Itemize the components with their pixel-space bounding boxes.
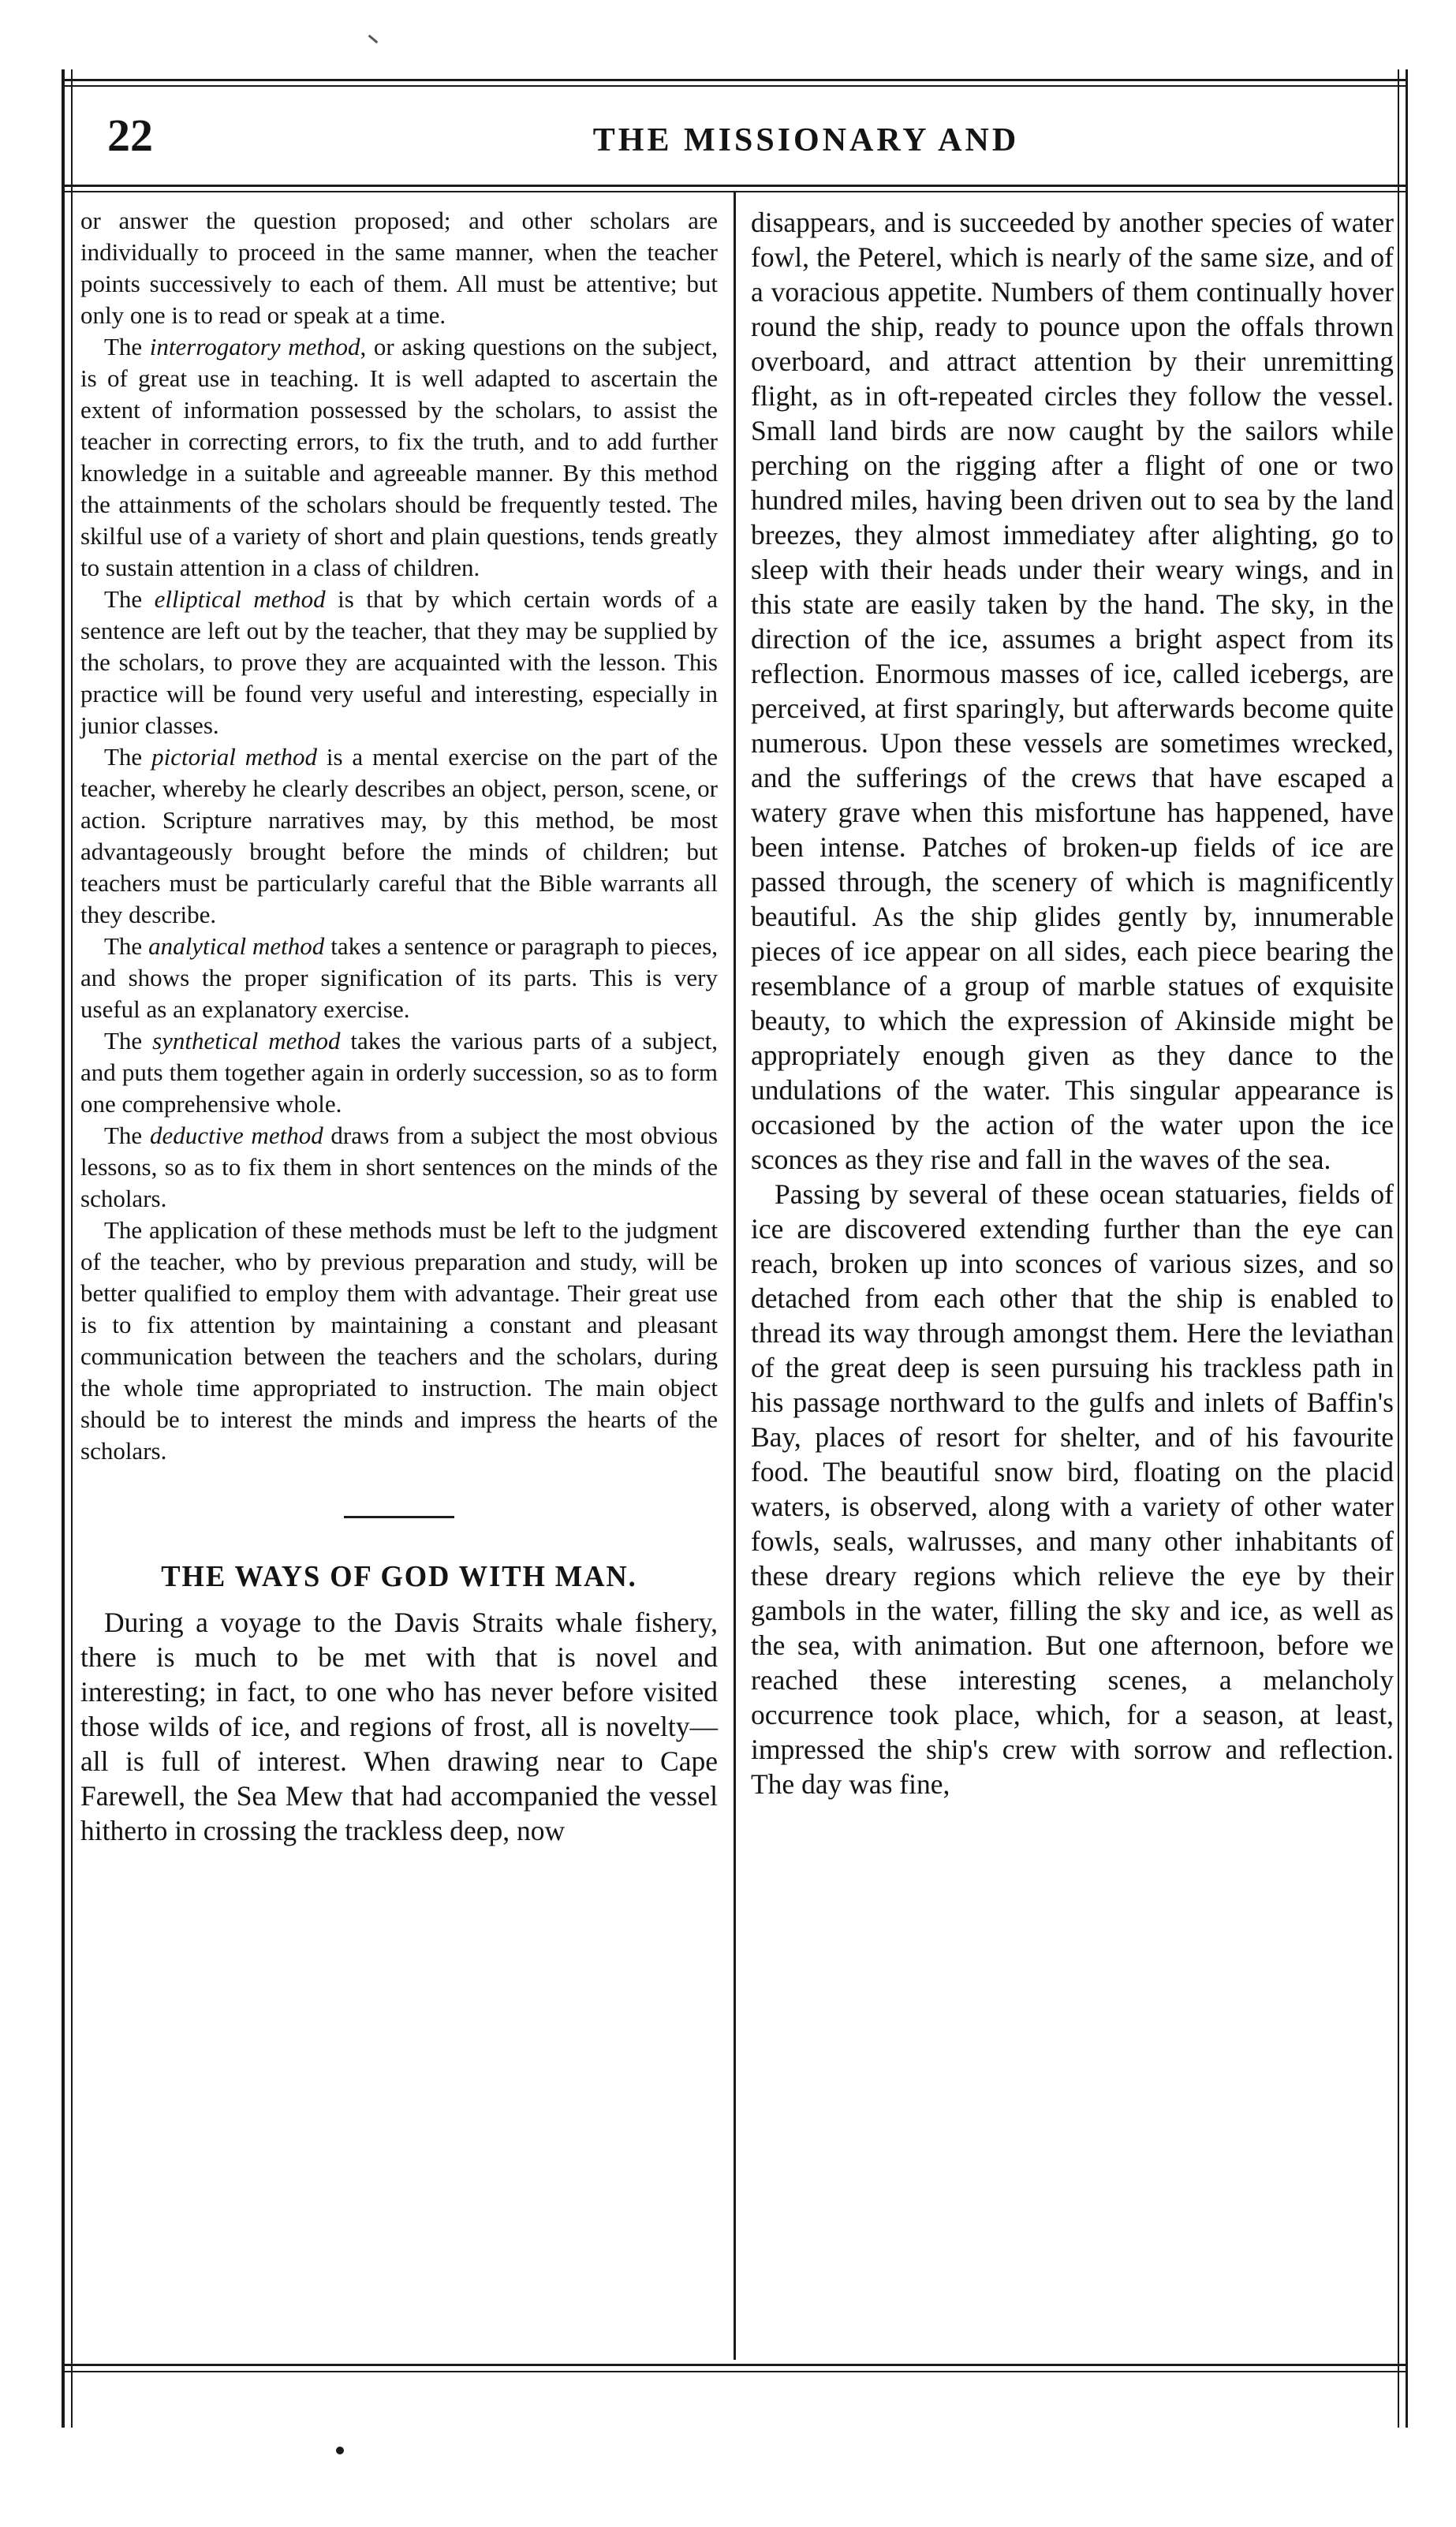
bottom-rule-outer	[65, 2371, 1406, 2372]
article-opening-paragraph: During a voyage to the Davis Straits whale fishery, there is much to be met with that is novel and interesting; in fact, to one who has never before visited those wilds of ice, and regions of frost, all is novelty—all is full of interest. When drawing near to Cape Farewell, the Sea Mew that had accompanied the vessel hitherto in crossing the trackless deep, now	[80, 1607, 718, 1846]
left-paragraph	[80, 1215, 718, 1467]
left-paragraph	[80, 584, 718, 741]
method-name: synthetical method	[152, 1027, 341, 1054]
left-column-paragraphs	[80, 205, 718, 1467]
section-divider	[344, 1516, 454, 1518]
paragraph-text: is that by which certain words of a sentence are left out by the teacher, that they may be supplied by the scholars, to prove they are acquainted with the lesson. This practice will be found very useful and interesting, especially in junior classes.	[80, 585, 718, 739]
paragraph-text: The	[104, 932, 149, 960]
header-rule	[65, 185, 1406, 187]
paragraph-text: takes the various parts of a subject, and puts them together again in orderly succession, so as to form one comprehensive whole.	[80, 1027, 718, 1118]
top-rule-inner	[65, 85, 1406, 87]
left-paragraph	[80, 931, 718, 1025]
page-header	[65, 90, 1406, 185]
paragraph-text: The	[104, 585, 155, 613]
paragraph-text: or answer the question proposed; and other scholars are individually to proceed in the same manner, when the teacher points successively to each of them. All must be attentive; but only one is to read or speak at a time.	[80, 207, 718, 329]
right-column-paragraphs	[751, 205, 1394, 1801]
method-name: analytical method	[148, 932, 325, 960]
paragraph-text: The	[104, 333, 150, 360]
right-column	[751, 205, 1394, 1801]
left-paragraph	[80, 331, 718, 584]
running-title: THE MISSIONARY AND	[592, 122, 1020, 159]
paragraph-text: is a mental exercise on the part of the teacher, whereby he clearly describes an object, person, scene, or action. Scripture narratives may, by this method, be most advantageously brought before the minds of children; but teachers must be particularly careful that the Bible warrants all they describe.	[80, 743, 718, 928]
paragraph-text: , or asking questions on the subject, is of great use in teaching. It is well adapted to ascertain the extent of information possessed by the scholars, to assist the teacher in correcting errors, to fix the truth, and to add further knowledge in a suitable and agreeable manner. By this method the attainments of the scholars should be frequently tested. The skilful use of a variety of short and plain questions, tends greatly to sustain attention in a class of children.	[80, 333, 718, 581]
method-name: pictorial method	[151, 743, 317, 771]
method-name: elliptical method	[154, 585, 326, 613]
paragraph-text: draws from a subject the most obvious lessons, so as to fix them in short sentences on the minds of the scholars.	[80, 1122, 719, 1212]
top-rule	[65, 79, 1406, 81]
stray-ink-mark	[368, 35, 379, 43]
method-name: interrogatory method	[149, 333, 360, 360]
paragraph-text: The	[104, 1027, 153, 1054]
paragraph-text: The	[104, 1122, 150, 1149]
left-paragraph	[80, 1025, 718, 1120]
column-divider	[734, 192, 736, 2360]
left-paragraph	[80, 1120, 718, 1215]
left-paragraph	[80, 205, 718, 331]
bottom-rule	[65, 2364, 1406, 2366]
right-paragraph: Passing by several of these ocean statuaries, fields of ice are discovered extending further than the eye can reach, broken up into sconces of various sizes, and so detached from each other that the ship is enabled to thread its way through amongst them. Here the leviathan of the great deep is seen pursuing his trackless path in his passage northward to the gulfs and inlets of Baffin's Bay, places of resort for shelter, and of his favourite food. The beautiful snow bird, floating on the placid waters, is observed, along with a variety of other water fowls, seals, walrusses, and many other inhabitants of these dreary regions which relieve the eye by their gambols in the water, filling the sky and ice, as well as the sea, with animation. But one afternoon, before we reached these interesting scenes, a melancholy occurrence took place, which, for a season, at least, impressed the ship's crew with sorrow and reflection. The day was fine,	[751, 1178, 1394, 1800]
method-name: deductive method	[149, 1122, 323, 1149]
paragraph-text: The application of these methods must be left to the judgment of the teacher, who by previous preparation and study, will be better qualified to employ them with advantage. Their great use is to fix attention by maintaining a constant and pleasant communication between the teachers and the scholars, during the whole time appropriated to instruction. The main object should be to interest the minds and impress the hearts of the scholars.	[80, 1216, 718, 1465]
paragraph-text: takes a sentence or paragraph to pieces, and shows the proper signification of its parts. This is very useful as an explanatory exercise.	[80, 932, 718, 1023]
left-column	[80, 205, 718, 1848]
page-number: 22	[107, 110, 153, 161]
right-paragraph: disappears, and is succeeded by another species of water fowl, the Peterel, which is nearly of the same size, and of a voracious appetite. Numbers of them continually hover round the ship, ready to pounce upon the offals thrown overboard, and attract attention by their unremitting flight, as in oft-repeated circles they follow the vessel. Small land birds are now caught by the sailors while perching on the rigging after a flight of one or two hundred miles, having been driven out to sea by the land breezes, they almost immediatey after alighting, go to sleep with their heads under their weary wings, and in this state are easily taken by the hand. The sky, in the direction of the ice, assumes a bright aspect from its reflection. Enormous masses of ice, called icebergs, are perceived, at first sparingly, but afterwards become quite numerous. Upon these vessels are sometimes wrecked, and the sufferings of the crews that have escaped a watery grave when this misfortune has happened, have been intense. Patches of broken-up fields of ice are passed through, the scenery of which is magnificently beautiful. As the ship glides gently by, innumerable pieces of ice appear on all sides, each piece bearing the resemblance of a group of marble statues of exquisite beauty, to which the expression of Akinside might be appropriately enough given as they dance to the undulations of the water. This singular appearance is occasioned by the action of the water upon the ice sconces as they rise and fall in the waves of the sea.	[751, 207, 1394, 1175]
book-page	[62, 69, 1408, 2428]
footer-dot	[336, 2447, 344, 2454]
left-paragraph	[80, 741, 718, 931]
article-title: THE WAYS OF GOD WITH MAN.	[161, 1560, 637, 1593]
paragraph-text: The	[104, 743, 152, 771]
